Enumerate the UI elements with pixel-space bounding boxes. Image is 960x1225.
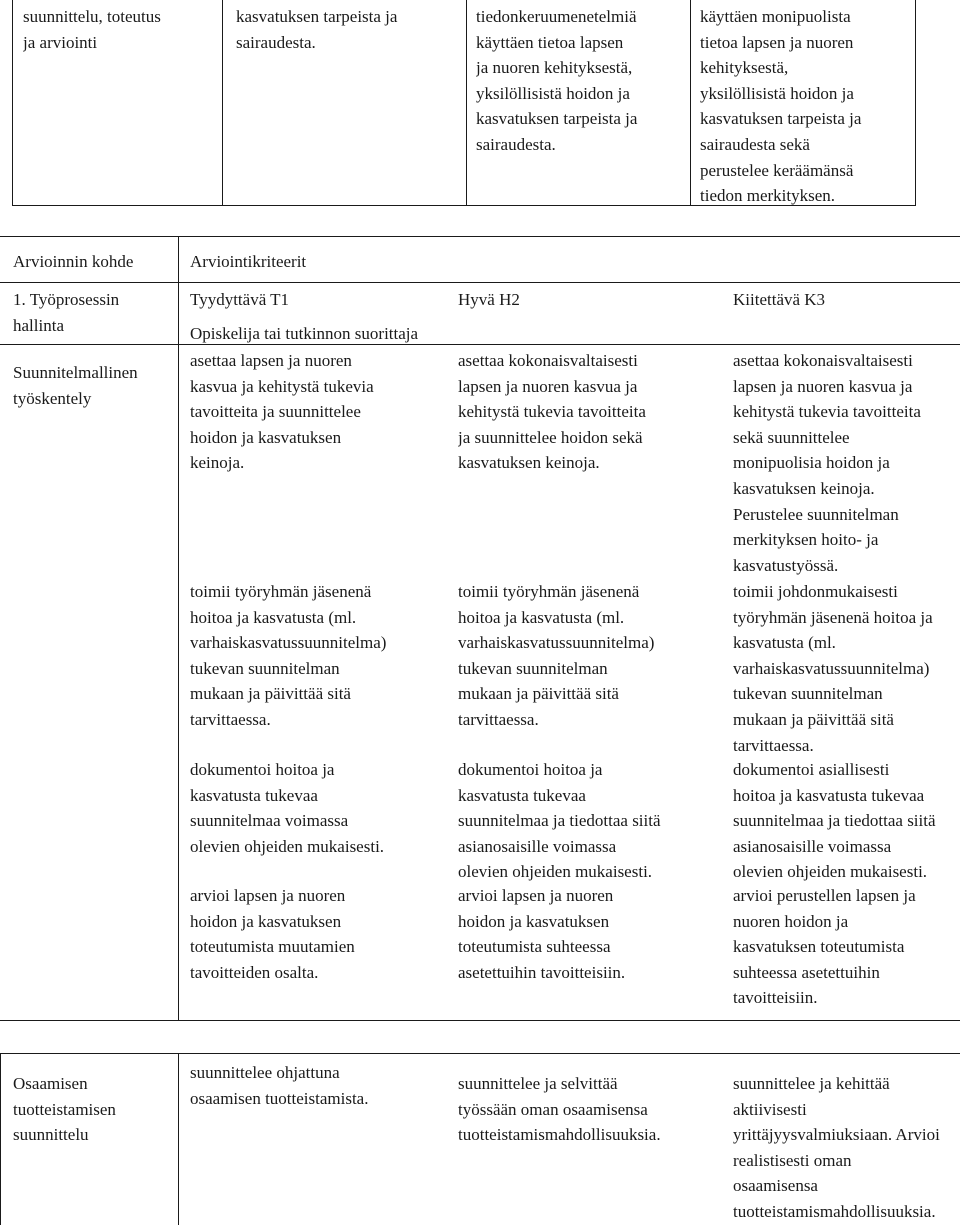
criterion-1-t1 — [190, 348, 452, 476]
criterion-1-h2 — [458, 348, 726, 476]
subject-label — [190, 321, 590, 347]
text-line: kasvatuksen tarpeista ja — [476, 109, 638, 129]
text-line: Arvioinnin kohde — [13, 252, 134, 271]
text-line: asetettuihin tavoitteisiin. — [458, 962, 626, 982]
text-line: asettaa kokonaisvaltaisesti — [733, 351, 913, 370]
text-line: toimii johdonmukaisesti — [733, 582, 898, 601]
text-line: työryhmän jäsenenä hoitoa ja — [733, 607, 933, 627]
text-line: varhaiskasvatussuunnitelma) — [733, 658, 930, 678]
text-line: toimii työryhmän jäsenenä — [190, 582, 372, 601]
text-line: tarvittaessa. — [458, 709, 539, 729]
text-line: Kiitettävä K3 — [733, 290, 826, 309]
text-line: kehitystä tukevia tavoitteita — [458, 402, 646, 422]
text-line: yrittäjyysvalmiuksiaan. Arvioi — [733, 1125, 940, 1145]
text-line: kehitystä tukevia tavoitteita — [733, 402, 921, 422]
text-line: nuoren hoidon ja — [733, 911, 849, 931]
text-line: tarvittaessa. — [190, 709, 271, 729]
header-arvioinnin-kohde — [13, 249, 175, 275]
text-line: asianosaisille voimassa — [458, 836, 617, 856]
text-line: suunnitelmaa ja tiedottaa siitä — [458, 811, 661, 831]
text-line: lapsen ja nuoren kasvua ja — [733, 376, 913, 396]
text-line: Tyydyttävä T1 — [190, 290, 290, 309]
text-line: kasvua ja kehitystä tukevia — [190, 376, 374, 396]
criterion-2-h2 — [458, 579, 726, 733]
text-line: työssään oman osaamisensa — [458, 1099, 648, 1119]
text-line: tavoitteita ja suunnittelee — [190, 402, 361, 422]
text-line: tuotteistamisen — [13, 1099, 116, 1119]
text-line: perustelee keräämänsä — [700, 160, 854, 180]
text-line: mukaan ja päivittää sitä — [190, 684, 351, 704]
text-line: sairaudesta. — [476, 134, 556, 154]
text-line: arvioi lapsen ja nuoren — [190, 886, 346, 905]
criterion-3-t1 — [190, 757, 452, 859]
text-line: asianosaisille voimassa — [733, 836, 892, 856]
text-line: hallinta — [13, 315, 64, 335]
text-line: käyttäen monipuolista — [700, 7, 851, 26]
process-label — [13, 287, 175, 338]
text-line: suunnitelmaa voimassa — [190, 811, 349, 831]
text-line: kasvatuksen tarpeista ja — [236, 7, 398, 26]
text-line: yksilöllisistä hoidon ja — [700, 83, 854, 103]
text-line: kasvatuksen toteutumista — [733, 937, 905, 957]
text-line: varhaiskasvatussuunnitelma) — [190, 633, 387, 653]
text-line: sairaudesta. — [236, 32, 316, 52]
text-line: suunnittelee ja selvittää — [458, 1074, 618, 1093]
text-line: sairaudesta sekä — [700, 134, 810, 154]
text-line: suunnittelee ohjattuna — [190, 1063, 340, 1082]
text-line: dokumentoi asiallisesti — [733, 760, 890, 779]
text-line: keinoja. — [190, 453, 245, 473]
text-line: tavoitteiden osalta. — [190, 962, 319, 982]
text-line: mukaan ja päivittää sitä — [733, 709, 894, 729]
text-line: kasvatuksen keinoja. — [733, 478, 875, 498]
text-line: suunnittelee ja kehittää — [733, 1074, 890, 1093]
text-line: tavoitteisiin. — [733, 988, 818, 1008]
area-label — [13, 360, 175, 411]
text-line: ja nuoren kehityksestä, — [476, 58, 633, 78]
grade-k3-heading — [733, 287, 960, 313]
text-line: hoitoa ja kasvatusta (ml. — [458, 607, 625, 627]
text-line: monipuolisia hoidon ja — [733, 453, 890, 473]
text-line: tukevan suunnitelman — [190, 658, 340, 678]
top-col3-text — [476, 4, 688, 158]
text-line: hoidon ja kasvatuksen — [190, 427, 342, 447]
top-col1-text — [23, 4, 219, 55]
text-line: tiedonkeruumenetelmiä — [476, 7, 637, 26]
text-line: Osaamisen — [13, 1074, 88, 1093]
text-line: dokumentoi hoitoa ja — [190, 760, 335, 779]
top-col4-text — [700, 4, 912, 209]
text-line: toteutumista muutamien — [190, 937, 355, 957]
grade-h2-heading — [458, 287, 698, 313]
text-line: Arviointikriteerit — [190, 252, 307, 271]
text-line: Opiskelija tai tutkinnon suorittaja — [190, 324, 419, 343]
text-line: ja arviointi — [23, 32, 98, 52]
text-line: arvioi lapsen ja nuoren — [458, 886, 614, 905]
text-line: suhteessa asetettuihin — [733, 962, 880, 982]
header-arviointikriteerit — [190, 249, 490, 275]
text-line: hoitoa ja kasvatusta (ml. — [190, 607, 357, 627]
text-line: ja suunnittelee hoidon sekä — [458, 427, 643, 447]
text-line: olevien ohjeiden mukaisesti. — [733, 862, 928, 882]
top-col2-text — [236, 4, 462, 55]
text-line: osaamisensa — [733, 1176, 818, 1196]
text-line: työskentely — [13, 388, 92, 408]
bottom-t1 — [190, 1060, 452, 1111]
bottom-h2 — [458, 1071, 726, 1148]
text-line: suunnittelu — [13, 1125, 89, 1145]
text-line: Hyvä H2 — [458, 290, 520, 309]
text-line: mukaan ja päivittää sitä — [458, 684, 619, 704]
text-line: lapsen ja nuoren kasvua ja — [458, 376, 638, 396]
text-line: tuotteistamismahdollisuuksia. — [458, 1125, 661, 1145]
text-line: varhaiskasvatussuunnitelma) — [458, 633, 655, 653]
text-line: osaamisen tuotteistamista. — [190, 1088, 369, 1108]
text-line: toimii työryhmän jäsenenä — [458, 582, 640, 601]
text-line: suunnittelu, toteutus — [23, 7, 161, 26]
grade-t1-heading — [190, 287, 430, 313]
criterion-3-k3 — [733, 757, 960, 885]
criterion-3-h2 — [458, 757, 726, 885]
text-line: tukevan suunnitelman — [458, 658, 608, 678]
text-line: kasvatuksen keinoja. — [458, 453, 600, 473]
text-line: tarvittaessa. — [733, 735, 814, 755]
text-line: kasvatusta tukevaa — [190, 785, 318, 805]
text-line: toteutumista suhteessa — [458, 937, 611, 957]
text-line: olevien ohjeiden mukaisesti. — [458, 862, 653, 882]
text-line: tiedon merkityksen. — [700, 186, 836, 206]
text-line: kasvatusta (ml. — [733, 633, 836, 653]
text-line: yksilöllisistä hoidon ja — [476, 83, 630, 103]
text-line: kasvatusta tukevaa — [458, 785, 586, 805]
text-line: käyttäen tietoa lapsen — [476, 32, 624, 52]
criterion-2-t1 — [190, 579, 452, 733]
text-line: hoidon ja kasvatuksen — [190, 911, 342, 931]
text-line: asettaa lapsen ja nuoren — [190, 351, 352, 370]
criterion-4-h2 — [458, 883, 726, 985]
text-line: 1. Työprosessin — [13, 290, 120, 309]
text-line: kasvatuksen tarpeista ja — [700, 109, 862, 129]
text-line: arvioi perustellen lapsen ja — [733, 886, 916, 905]
criterion-1-k3 — [733, 348, 960, 578]
text-line: hoidon ja kasvatuksen — [458, 911, 610, 931]
criterion-4-k3 — [733, 883, 960, 1011]
text-line: suunnitelmaa ja tiedottaa siitä — [733, 811, 936, 831]
text-line: kasvatustyössä. — [733, 555, 839, 575]
text-line: asettaa kokonaisvaltaisesti — [458, 351, 638, 370]
criterion-2-k3 — [733, 579, 960, 758]
bottom-area-label — [13, 1071, 175, 1148]
text-line: aktiivisesti — [733, 1099, 807, 1119]
bottom-k3 — [733, 1071, 960, 1225]
text-line: Suunnitelmallinen — [13, 363, 138, 382]
text-line: realistisesti oman — [733, 1150, 852, 1170]
text-line: tukevan suunnitelman — [733, 684, 883, 704]
text-line: sekä suunnittelee — [733, 427, 850, 447]
text-line: hoitoa ja kasvatusta tukevaa — [733, 785, 925, 805]
criterion-4-t1 — [190, 883, 452, 985]
text-line: dokumentoi hoitoa ja — [458, 760, 603, 779]
text-line: tietoa lapsen ja nuoren — [700, 32, 854, 52]
text-line: kehityksestä, — [700, 58, 789, 78]
text-line: tuotteistamismahdollisuuksia. — [733, 1201, 936, 1221]
text-line: merkityksen hoito- ja — [733, 530, 879, 550]
text-line: olevien ohjeiden mukaisesti. — [190, 836, 385, 856]
text-line: Perustelee suunnitelman — [733, 504, 899, 524]
